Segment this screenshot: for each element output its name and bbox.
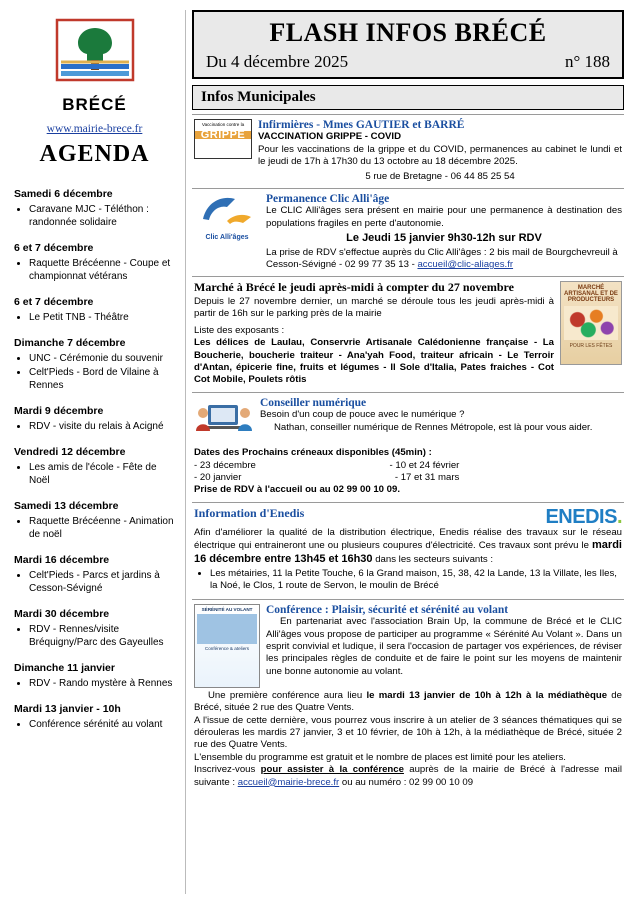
agenda-date: Mardi 16 décembre — [14, 554, 110, 566]
marche-intro: Depuis le 27 novembre dernier, un marché se déroule tous les jeudi après-midi à partir de 16h sur le parking près de la mairie — [194, 295, 554, 320]
numerique-body: Nathan, conseiller numérique de Rennes Métropole, est là pour vous aider. — [274, 421, 593, 433]
agenda-entry — [14, 296, 179, 324]
conference-email-link[interactable]: accueil@mairie-brece.fr — [237, 776, 340, 788]
town-logo — [8, 10, 181, 115]
agenda-entry — [14, 446, 179, 487]
clic-alliages-mark-icon — [197, 193, 257, 227]
agenda-date: Mardi 9 décembre — [14, 405, 104, 417]
marche-exposants: Les délices de Laulau, Conservrie Artisanale Calédonienne française - La Boucherie, boucherie traiteur - Ana'yah Food, traiteur africain - Le Terroir d'Antan, épicerie fine, fruits et légumes - Il Sole d'Italia, Pates fraiches - Cot Cot Mobile, Poulets rôtis — [194, 337, 554, 386]
conference-p1: En partenariat avec l'association Brain Up, la commune de Brécé et le CLIC Alli'âges vous propose de participer au programme « Sérénité Au Volant ». Dans un esprit convivial et ludique, il sera l'occasion de partager vos expériences, de réviser les principales règles de conduite et de faire le point sur les moyens de maintenir une bonne autonomie au volant. — [266, 616, 622, 677]
logo-wordmark: BRÉCÉ — [62, 95, 127, 114]
agenda-date: Dimanche 7 décembre — [14, 337, 126, 349]
marche-title: Marché à Brécé le jeudi après-midi à compter du 27 novembre — [194, 280, 514, 295]
numerique-slot-left: - 20 janvier — [194, 471, 242, 483]
agenda-item: • RDV - Rando mystère à Rennes — [29, 677, 179, 690]
conference-p5-post: ou au numéro : 02 99 00 10 09 — [339, 776, 474, 788]
agenda-item: • Conférence sérénité au volant — [29, 718, 179, 731]
agenda-date: Mardi 30 décembre — [14, 608, 110, 620]
infirmieres-subtitle: VACCINATION GRIPPE - COVID — [258, 131, 402, 143]
agenda-date: Samedi 13 décembre — [14, 500, 119, 512]
agenda-entry — [14, 405, 179, 433]
infirmieres-body-text: Pour les vaccinations de la grippe et du COVID, permanences au cabinet le lundi et le jeudi de 17h à 17h30 du 13 octobre au 18 décembre 2025. — [258, 143, 622, 168]
conference-p4: L'ensemble du programme est gratuit et le nombre de places est limité pour les ateliers. — [194, 751, 566, 763]
enedis-title: Information d'Enedis — [194, 505, 305, 520]
agenda-item: • Celt'Pieds - Bord de Vilaine à Rennes — [29, 366, 179, 392]
marche-poster-illustration — [564, 306, 618, 340]
agenda-entry — [14, 337, 179, 392]
flash-header — [192, 10, 624, 79]
infirmieres-address: 5 rue de Bretagne - 06 44 85 25 54 — [365, 170, 515, 182]
section-header-infos-municipales: Infos Municipales — [192, 85, 624, 110]
conference-p2-pre: Une première conférence aura lieu — [208, 689, 367, 701]
marche-poster-image — [560, 281, 622, 365]
brece-crest-icon — [45, 18, 145, 94]
agenda-item: • UNC - Cérémonie du souvenir — [29, 352, 179, 365]
conference-p2-post: de Brécé, située 2 rue des Quatre Vents. — [194, 689, 622, 714]
clic-title: Permanence Clic Alli'âge — [266, 193, 390, 206]
section-clic-alliages — [192, 188, 624, 276]
agenda-entry — [14, 188, 179, 229]
agenda-date: Dimanche 11 janvier — [14, 662, 115, 674]
clic-body: Le CLIC Alli'âges sera présent en mairie pour une permanence à destination des populations fragiles en perte d'autonomie. — [266, 205, 622, 229]
marche-poster-title: MARCHÉ ARTISANAL ET DE PRODUCTEURS — [564, 285, 618, 304]
agenda-title: AGENDA — [39, 141, 150, 167]
issue-date: Du 4 décembre 2025 — [206, 52, 349, 71]
agenda-date: 6 et 7 décembre — [14, 242, 94, 254]
agenda-entry — [14, 608, 179, 649]
conference-poster-title: SÉRÉNITÉ AU VOLANT — [201, 606, 253, 612]
vaccination-grippe-icon — [194, 119, 252, 159]
conference-poster-illustration — [197, 614, 257, 644]
conference-inscription-link[interactable]: pour assister à la conférence — [260, 764, 404, 776]
conference-title: Conférence : Plaisir, sécurité et sérénité au volant — [266, 603, 509, 616]
enedis-sector-list — [194, 568, 622, 593]
enedis-body-bold: mardi 16 décembre entre 13h45 et 16h30 — [194, 539, 622, 565]
conference-poster-sub: Conférence & ateliers — [204, 646, 250, 652]
conference-p2 — [194, 690, 622, 715]
numerique-lead: Besoin d'un coup de pouce avec le numérique ? — [260, 409, 465, 421]
agenda-entry — [14, 554, 179, 595]
conference-p5 — [194, 764, 622, 789]
enedis-logo-icon: ENEDIS. — [545, 505, 622, 528]
conseiller-numerique-icon — [194, 397, 254, 439]
numerique-slot-row — [194, 460, 459, 472]
marche-list-label: Liste des exposants : — [194, 324, 285, 336]
agenda-date: Mardi 13 janvier - 10h — [14, 703, 121, 715]
agenda-entry — [14, 500, 179, 541]
website-link[interactable]: www.mairie-brece.fr — [46, 123, 143, 135]
agenda-column — [8, 10, 186, 894]
numerique-dates-label: Dates des Prochains créneaux disponibles (45min) : — [194, 447, 432, 459]
enedis-logo-text: ENEDIS — [545, 505, 617, 528]
agenda-item: • Caravane MJC - Téléthon : randonnée solidaire — [29, 203, 179, 229]
clic-rdv — [266, 247, 622, 272]
clic-alliages-label: Clic Alli'âges — [205, 234, 249, 242]
conference-p3: A l'issue de cette dernière, vous pourrez vous inscrire à un atelier de 3 séances thématiques qui se dérouleras les mardis 27 janvier, 3 et 10 février, de 10h à 12h, à la médiathèque de Brécé, située 2 rue des Quatre Vents. — [194, 714, 622, 751]
agenda-item: • RDV - visite du relais à Acigné — [29, 420, 179, 433]
vaccination-logo-top: Vaccination contre la — [201, 122, 245, 127]
page-title: FLASH INFOS BRÉCÉ — [269, 18, 547, 47]
enedis-body-1: Afin d'améliorer la qualité de la distribution électrique, Enedis réalise des travaux sur le réseau électrique qui entraineront une ou plusieurs coupures d'électricité. Ces travaux sont prévu le — [194, 526, 622, 552]
agenda-item: • Le Petit TNB - Théâtre — [29, 311, 179, 324]
agenda-date: Vendredi 12 décembre — [14, 446, 126, 458]
numerique-footer: Prise de RDV à l'accueil ou au 02 99 00 10 09. — [194, 484, 400, 496]
numerique-slot-left: - 23 décembre — [194, 459, 256, 471]
agenda-entry — [14, 242, 179, 283]
clic-email-link[interactable]: accueil@clic-aliages.fr — [417, 259, 514, 271]
numerique-slot-row — [194, 472, 459, 484]
agenda-entry — [14, 703, 179, 731]
main-content — [192, 10, 624, 894]
agenda-item: • Raquette Brécéenne - Animation de noël — [29, 515, 179, 541]
issue-number: n° 188 — [564, 52, 610, 71]
clic-alliages-logo-icon — [194, 193, 260, 245]
conference-p5-mid: auprès de la mairie de Brécé à l'adresse mail suivante : — [194, 764, 622, 788]
enedis-sector-item: • Les métairies, 11 la Petite Touche, 6 la Grand maison, 15, 38, 42 la Lande, 13 la Villate, les Iles, la Noé, le Clos, 1 route de Servon, le moulin de Brécé — [210, 568, 622, 593]
agenda-item: • Raquette Brécéenne - Coupe et championnat vétérans — [29, 257, 179, 283]
numerique-slot-right: - 17 et 31 mars — [394, 471, 460, 483]
conference-p2-bold: le mardi 13 janvier de 10h à 12h à la médiathèque — [366, 689, 608, 701]
agenda-item: • Celt'Pieds - Parcs et jardins à Cesson-Sévigné — [29, 569, 179, 595]
section-conference — [192, 599, 624, 794]
agenda-entry — [14, 662, 179, 690]
clic-highlight: Le Jeudi 15 janvier 9h30-12h sur RDV — [346, 232, 542, 245]
marche-poster-footer: POUR LES FÊTES — [569, 343, 613, 350]
enedis-body-2: dans les secteurs suivants : — [372, 553, 494, 565]
clic-rdv-text: La prise de RDV s'effectue auprès du Clic Alli'âges : 2 bis mail de Bourgchevreuil à Cesson-Sévigné - 02 99 77 35 13 - — [266, 246, 618, 271]
enedis-body — [194, 527, 622, 566]
numerique-title: Conseiller numérique — [260, 396, 367, 409]
numerique-slot-right: - 10 et 24 février — [389, 459, 460, 471]
infirmieres-title: Infirmières - Mmes GAUTIER et BARRÉ — [258, 119, 465, 131]
section-marche — [192, 276, 624, 391]
infirmieres-body — [258, 144, 622, 169]
section-enedis — [192, 502, 624, 599]
agenda-list — [8, 188, 181, 731]
conference-p5-pre: Inscrivez-vous — [194, 764, 261, 776]
agenda-date: Samedi 6 décembre — [14, 188, 113, 200]
agenda-item: • RDV - Rennes/visite Bréquigny/Parc des Gayeulles — [29, 623, 179, 649]
section-conseiller-numerique — [192, 392, 624, 502]
section-infirmieres — [192, 114, 624, 188]
conference-poster-image — [194, 604, 260, 688]
vaccination-logo-band: GRIPPE — [195, 131, 251, 139]
agenda-item: • Les amis de l'école - Fête de Noël — [29, 461, 179, 487]
agenda-date: 6 et 7 décembre — [14, 296, 94, 308]
